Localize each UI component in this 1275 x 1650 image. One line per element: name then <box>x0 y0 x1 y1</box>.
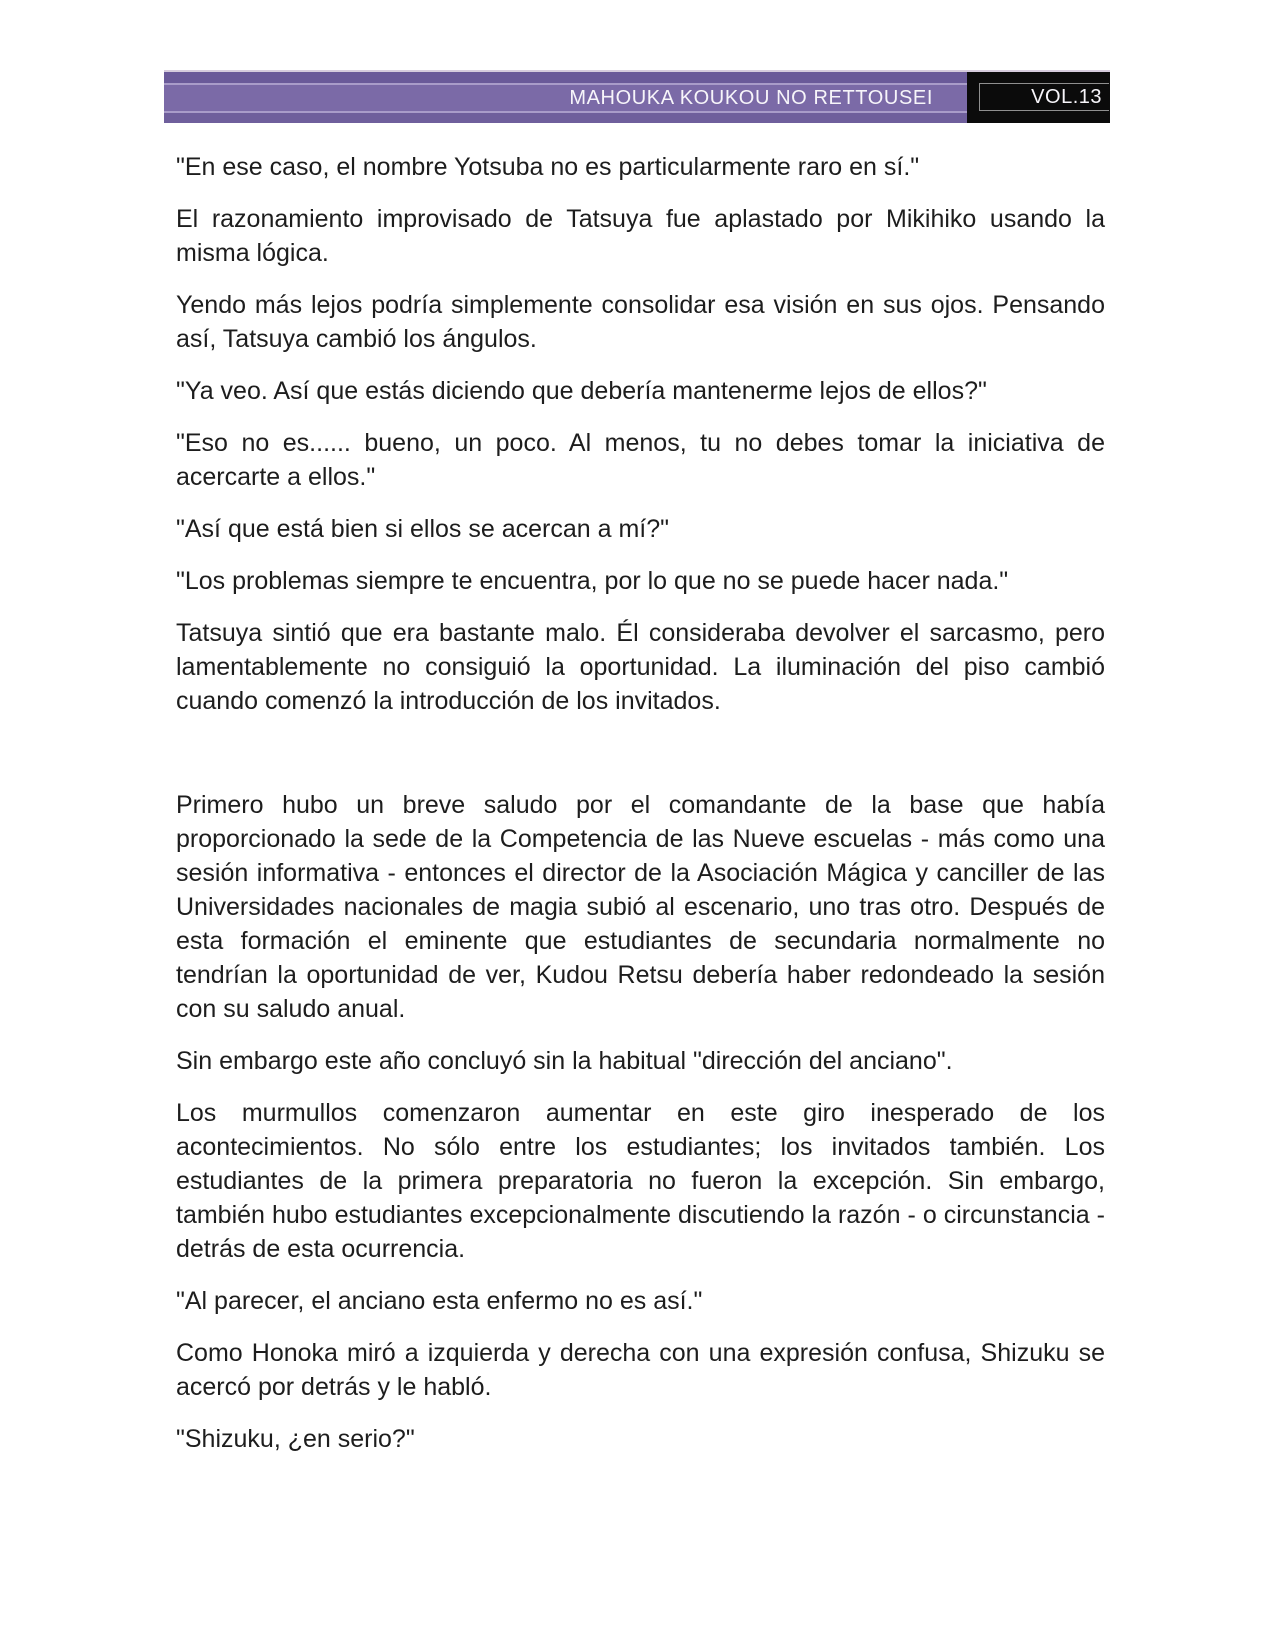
scene-break-spacer <box>176 736 1105 788</box>
volume-label: VOL.13 <box>1031 86 1102 108</box>
header-bar <box>164 70 1110 123</box>
page-content <box>176 150 1105 1474</box>
paragraph: "Así que está bien si ellos se acercan a mí?" <box>176 515 670 543</box>
paragraph: Sin embargo este año concluyó sin la habitual "dirección del anciano". <box>176 1047 953 1075</box>
header-top-strip <box>164 72 967 83</box>
paragraph: Primero hubo un breve saludo por el comandante de la base que había proporcionado la sede de la Competencia de las Nueve escuelas - más como una sesión informativa - entonces el director de la Asociación Mágica y canciller de las Universidades nacionales de magia subió al escenario, uno tras otro. Después de esta formación el eminente que estudiantes de secundaria normalmente no tendrían la oportunidad de ver, Kudou Retsu debería haber redondeado la sesión con su saludo anual. <box>176 791 1105 1023</box>
header-title: MAHOUKA KOUKOU NO RETTOUSEI <box>569 87 933 109</box>
paragraph: Tatsuya sintió que era bastante malo. Él consideraba devolver el sarcasmo, pero lamentablemente no consiguió la oportunidad. La iluminación del piso cambió cuando comenzó la introducción de los invitados. <box>176 619 1105 715</box>
badge-inner-line-top <box>979 83 1109 84</box>
volume-badge <box>967 72 1110 123</box>
paragraph: El razonamiento improvisado de Tatsuya fue aplastado por Mikihiko usando la misma lógica. <box>176 205 1105 267</box>
paragraph: "En ese caso, el nombre Yotsuba no es particularmente raro en sí." <box>176 153 920 181</box>
badge-inner-line-left <box>979 83 980 111</box>
paragraph: "Los problemas siempre te encuentra, por lo que no se puede hacer nada." <box>176 567 1009 595</box>
header-bottom-strip <box>164 113 967 123</box>
paragraph: "Ya veo. Así que estás diciendo que debería mantenerme lejos de ellos?" <box>176 377 987 405</box>
header-title-band <box>164 85 967 111</box>
paragraph: "Al parecer, el anciano esta enfermo no es así." <box>176 1287 703 1315</box>
paragraph: Como Honoka miró a izquierda y derecha con una expresión confusa, Shizuku se acercó por detrás y le habló. <box>176 1339 1105 1401</box>
paragraph: Los murmullos comenzaron aumentar en este giro inesperado de los acontecimientos. No sólo entre los estudiantes; los invitados también. Los estudiantes de la primera preparatoria no fueron la excepción. Sin embargo, también hubo estudiantes excepcionalmente discutiendo la razón - o circunstancia - detrás de esta ocurrencia. <box>176 1099 1105 1263</box>
header-purple-band <box>164 72 967 123</box>
paragraph: Yendo más lejos podría simplemente consolidar esa visión en sus ojos. Pensando así, Tatsuya cambió los ángulos. <box>176 291 1105 353</box>
paragraph: "Shizuku, ¿en serio?" <box>176 1425 415 1453</box>
badge-inner-line-bottom <box>979 110 1109 111</box>
paragraph: "Eso no es...... bueno, un poco. Al menos, tu no debes tomar la iniciativa de acercarte a ellos." <box>176 429 1105 491</box>
